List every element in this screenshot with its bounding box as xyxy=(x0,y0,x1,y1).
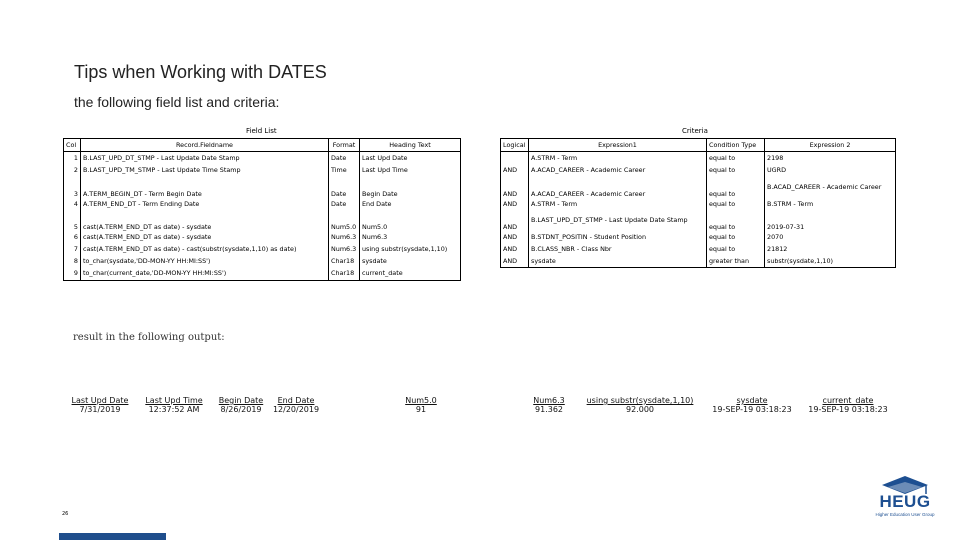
record-cell: A.TERM_BEGIN_DT - Term Begin Date xyxy=(81,177,329,198)
table-row xyxy=(501,210,896,231)
table-row xyxy=(64,231,461,243)
output-value: 92.000 xyxy=(626,405,654,414)
table-row xyxy=(501,231,896,243)
expression1-cell: A.STRM - Term xyxy=(529,152,707,165)
heading-cell: Last Upd Date xyxy=(360,152,461,165)
output-value: 8/26/2019 xyxy=(220,405,262,414)
condition-cell: equal to xyxy=(707,164,765,176)
table-row xyxy=(501,243,896,255)
heading-cell: Num6.3 xyxy=(360,231,461,243)
condition-header: Condition Type xyxy=(707,139,765,152)
col-cell: 4 xyxy=(64,198,81,210)
format-cell: Date xyxy=(329,152,360,165)
expression2-cell: UGRD xyxy=(765,164,896,176)
col-cell: 6 xyxy=(64,231,81,243)
col-cell: 8 xyxy=(64,255,81,267)
output-column xyxy=(66,396,134,414)
table-row xyxy=(501,255,896,268)
format-cell: Date xyxy=(329,198,360,210)
logical-cell: AND xyxy=(501,164,529,176)
output-column xyxy=(268,396,324,414)
expression2-cell: 2019-07-31 xyxy=(765,210,896,231)
record-cell: cast(A.TERM_END_DT as date) - sysdate xyxy=(81,210,329,231)
table-row xyxy=(501,198,896,210)
criteria-caption: Criteria xyxy=(682,127,708,135)
table-row xyxy=(501,177,896,198)
heading-header: Heading Text xyxy=(360,139,461,152)
condition-cell: equal to xyxy=(707,243,765,255)
col-cell: 9 xyxy=(64,267,81,280)
heug-logo xyxy=(870,474,940,526)
format-cell: Num6.3 xyxy=(329,231,360,243)
expression1-cell: B.STDNT_POSITIN - Student Position xyxy=(529,231,707,243)
output-column xyxy=(524,396,574,414)
output-value: 12:37:52 AM xyxy=(148,405,200,414)
output-value: 19-SEP-19 03:18:23 xyxy=(808,405,888,414)
expression1-cell: A.ACAD_CAREER - Academic Career xyxy=(529,164,707,176)
expression2-cell: 2198 xyxy=(765,152,896,165)
table-row xyxy=(64,267,461,280)
output-header: sysdate xyxy=(736,396,768,405)
field-list-header-row xyxy=(64,139,461,152)
expression2-cell: 21812 xyxy=(765,243,896,255)
output-header: Last Upd Date xyxy=(71,396,129,405)
output-header: Begin Date xyxy=(218,396,264,405)
condition-cell: equal to xyxy=(707,177,765,198)
col-cell: 1 xyxy=(64,152,81,165)
criteria-table xyxy=(500,138,896,268)
condition-cell: equal to xyxy=(707,152,765,165)
slide-title: Tips when Working with DATES xyxy=(74,62,327,82)
condition-cell: equal to xyxy=(707,198,765,210)
logical-cell: AND xyxy=(501,243,529,255)
heading-cell: End Date xyxy=(360,198,461,210)
format-cell: Time xyxy=(329,164,360,176)
output-value: 91.362 xyxy=(535,405,563,414)
output-column xyxy=(396,396,446,414)
expression2-cell: B.STRM - Term xyxy=(765,198,896,210)
record-cell: to_char(sysdate,'DD-MON-YY HH:MI:SS') xyxy=(81,255,329,267)
result-text: result in the following output: xyxy=(73,332,225,343)
output-value: 7/31/2019 xyxy=(79,405,121,414)
format-cell: Char18 xyxy=(329,255,360,267)
table-row xyxy=(501,152,896,165)
output-header: Last Upd Time xyxy=(145,396,203,405)
logo-name: HEUG xyxy=(879,492,931,511)
table-row xyxy=(64,177,461,198)
col-header: Col xyxy=(64,139,81,152)
format-cell: Date xyxy=(329,177,360,198)
col-cell: 3 xyxy=(64,177,81,198)
expression1-cell: B.CLASS_NBR - Class Nbr xyxy=(529,243,707,255)
record-cell: cast(A.TERM_END_DT as date) - cast(substr(sysdate,1,10) as date) xyxy=(81,243,329,255)
record-cell: cast(A.TERM_END_DT as date) - sysdate xyxy=(81,231,329,243)
condition-cell: greater than xyxy=(707,255,765,268)
format-cell: Num5.0 xyxy=(329,210,360,231)
table-row xyxy=(64,164,461,176)
logical-cell: AND xyxy=(501,177,529,198)
expression2-cell: 2070 xyxy=(765,231,896,243)
table-row xyxy=(64,198,461,210)
page-number: 26 xyxy=(62,511,69,517)
output-column xyxy=(214,396,268,414)
table-row xyxy=(64,243,461,255)
output-header: current_date xyxy=(822,396,874,405)
footer-accent-bar xyxy=(59,533,166,540)
format-header: Format xyxy=(329,139,360,152)
record-cell: B.LAST_UPD_DT_STMP - Last Update Date Stamp xyxy=(81,152,329,165)
output-value: 19-SEP-19 03:18:23 xyxy=(712,405,792,414)
col-cell: 2 xyxy=(64,164,81,176)
field-list-caption: Field List xyxy=(246,127,277,135)
expression1-cell: A.STRM - Term xyxy=(529,198,707,210)
output-header: Num6.3 xyxy=(533,396,565,405)
record-cell: to_char(current_date,'DD-MON-YY HH:MI:SS') xyxy=(81,267,329,280)
heading-cell: Num5.0 xyxy=(360,210,461,231)
logical-cell: AND xyxy=(501,255,529,268)
output-value: 91 xyxy=(415,405,427,414)
table-row xyxy=(501,164,896,176)
output-column xyxy=(578,396,702,414)
col-cell: 5 xyxy=(64,210,81,231)
table-row xyxy=(64,210,461,231)
logical-cell: AND xyxy=(501,231,529,243)
heading-cell: Last Upd Time xyxy=(360,164,461,176)
record-cell: B.LAST_UPD_TM_STMP - Last Update Time Stamp xyxy=(81,164,329,176)
format-cell: Num6.3 xyxy=(329,243,360,255)
heading-cell: current_date xyxy=(360,267,461,280)
logical-cell: AND xyxy=(501,198,529,210)
heading-cell: Begin Date xyxy=(360,177,461,198)
record-cell: A.TERM_END_DT - Term Ending Date xyxy=(81,198,329,210)
expression2-header: Expression 2 xyxy=(765,139,896,152)
condition-cell: equal to xyxy=(707,210,765,231)
expression2-cell: substr(sysdate,1,10) xyxy=(765,255,896,268)
logical-cell: AND xyxy=(501,210,529,231)
expression1-header: Expression1 xyxy=(529,139,707,152)
logical-header: Logical xyxy=(501,139,529,152)
format-cell: Char18 xyxy=(329,267,360,280)
table-row xyxy=(64,152,461,165)
logo-tagline: Higher Education User Group xyxy=(875,512,935,517)
output-value: 12/20/2019 xyxy=(272,405,320,414)
output-header: End Date xyxy=(277,396,315,405)
expression1-cell: A.ACAD_CAREER - Academic Career xyxy=(529,177,707,198)
field-list-table xyxy=(63,138,461,281)
criteria-header-row xyxy=(501,139,896,152)
condition-cell: equal to xyxy=(707,231,765,243)
record-header: Record.Fieldname xyxy=(81,139,329,152)
output-column xyxy=(704,396,800,414)
logical-cell xyxy=(501,152,529,165)
expression1-cell: sysdate xyxy=(529,255,707,268)
expression1-cell: B.LAST_UPD_DT_STMP - Last Update Date Stamp xyxy=(529,210,707,231)
output-column xyxy=(800,396,896,414)
output-header: using substr(sysdate,1,10) xyxy=(586,396,694,405)
slide-subtitle: the following field list and criteria: xyxy=(74,94,280,110)
heading-cell: using substr(sysdate,1,10) xyxy=(360,243,461,255)
output-column xyxy=(140,396,208,414)
table-row xyxy=(64,255,461,267)
col-cell: 7 xyxy=(64,243,81,255)
expression2-cell: B.ACAD_CAREER - Academic Career xyxy=(765,177,896,198)
output-header: Num5.0 xyxy=(405,396,437,405)
heading-cell: sysdate xyxy=(360,255,461,267)
